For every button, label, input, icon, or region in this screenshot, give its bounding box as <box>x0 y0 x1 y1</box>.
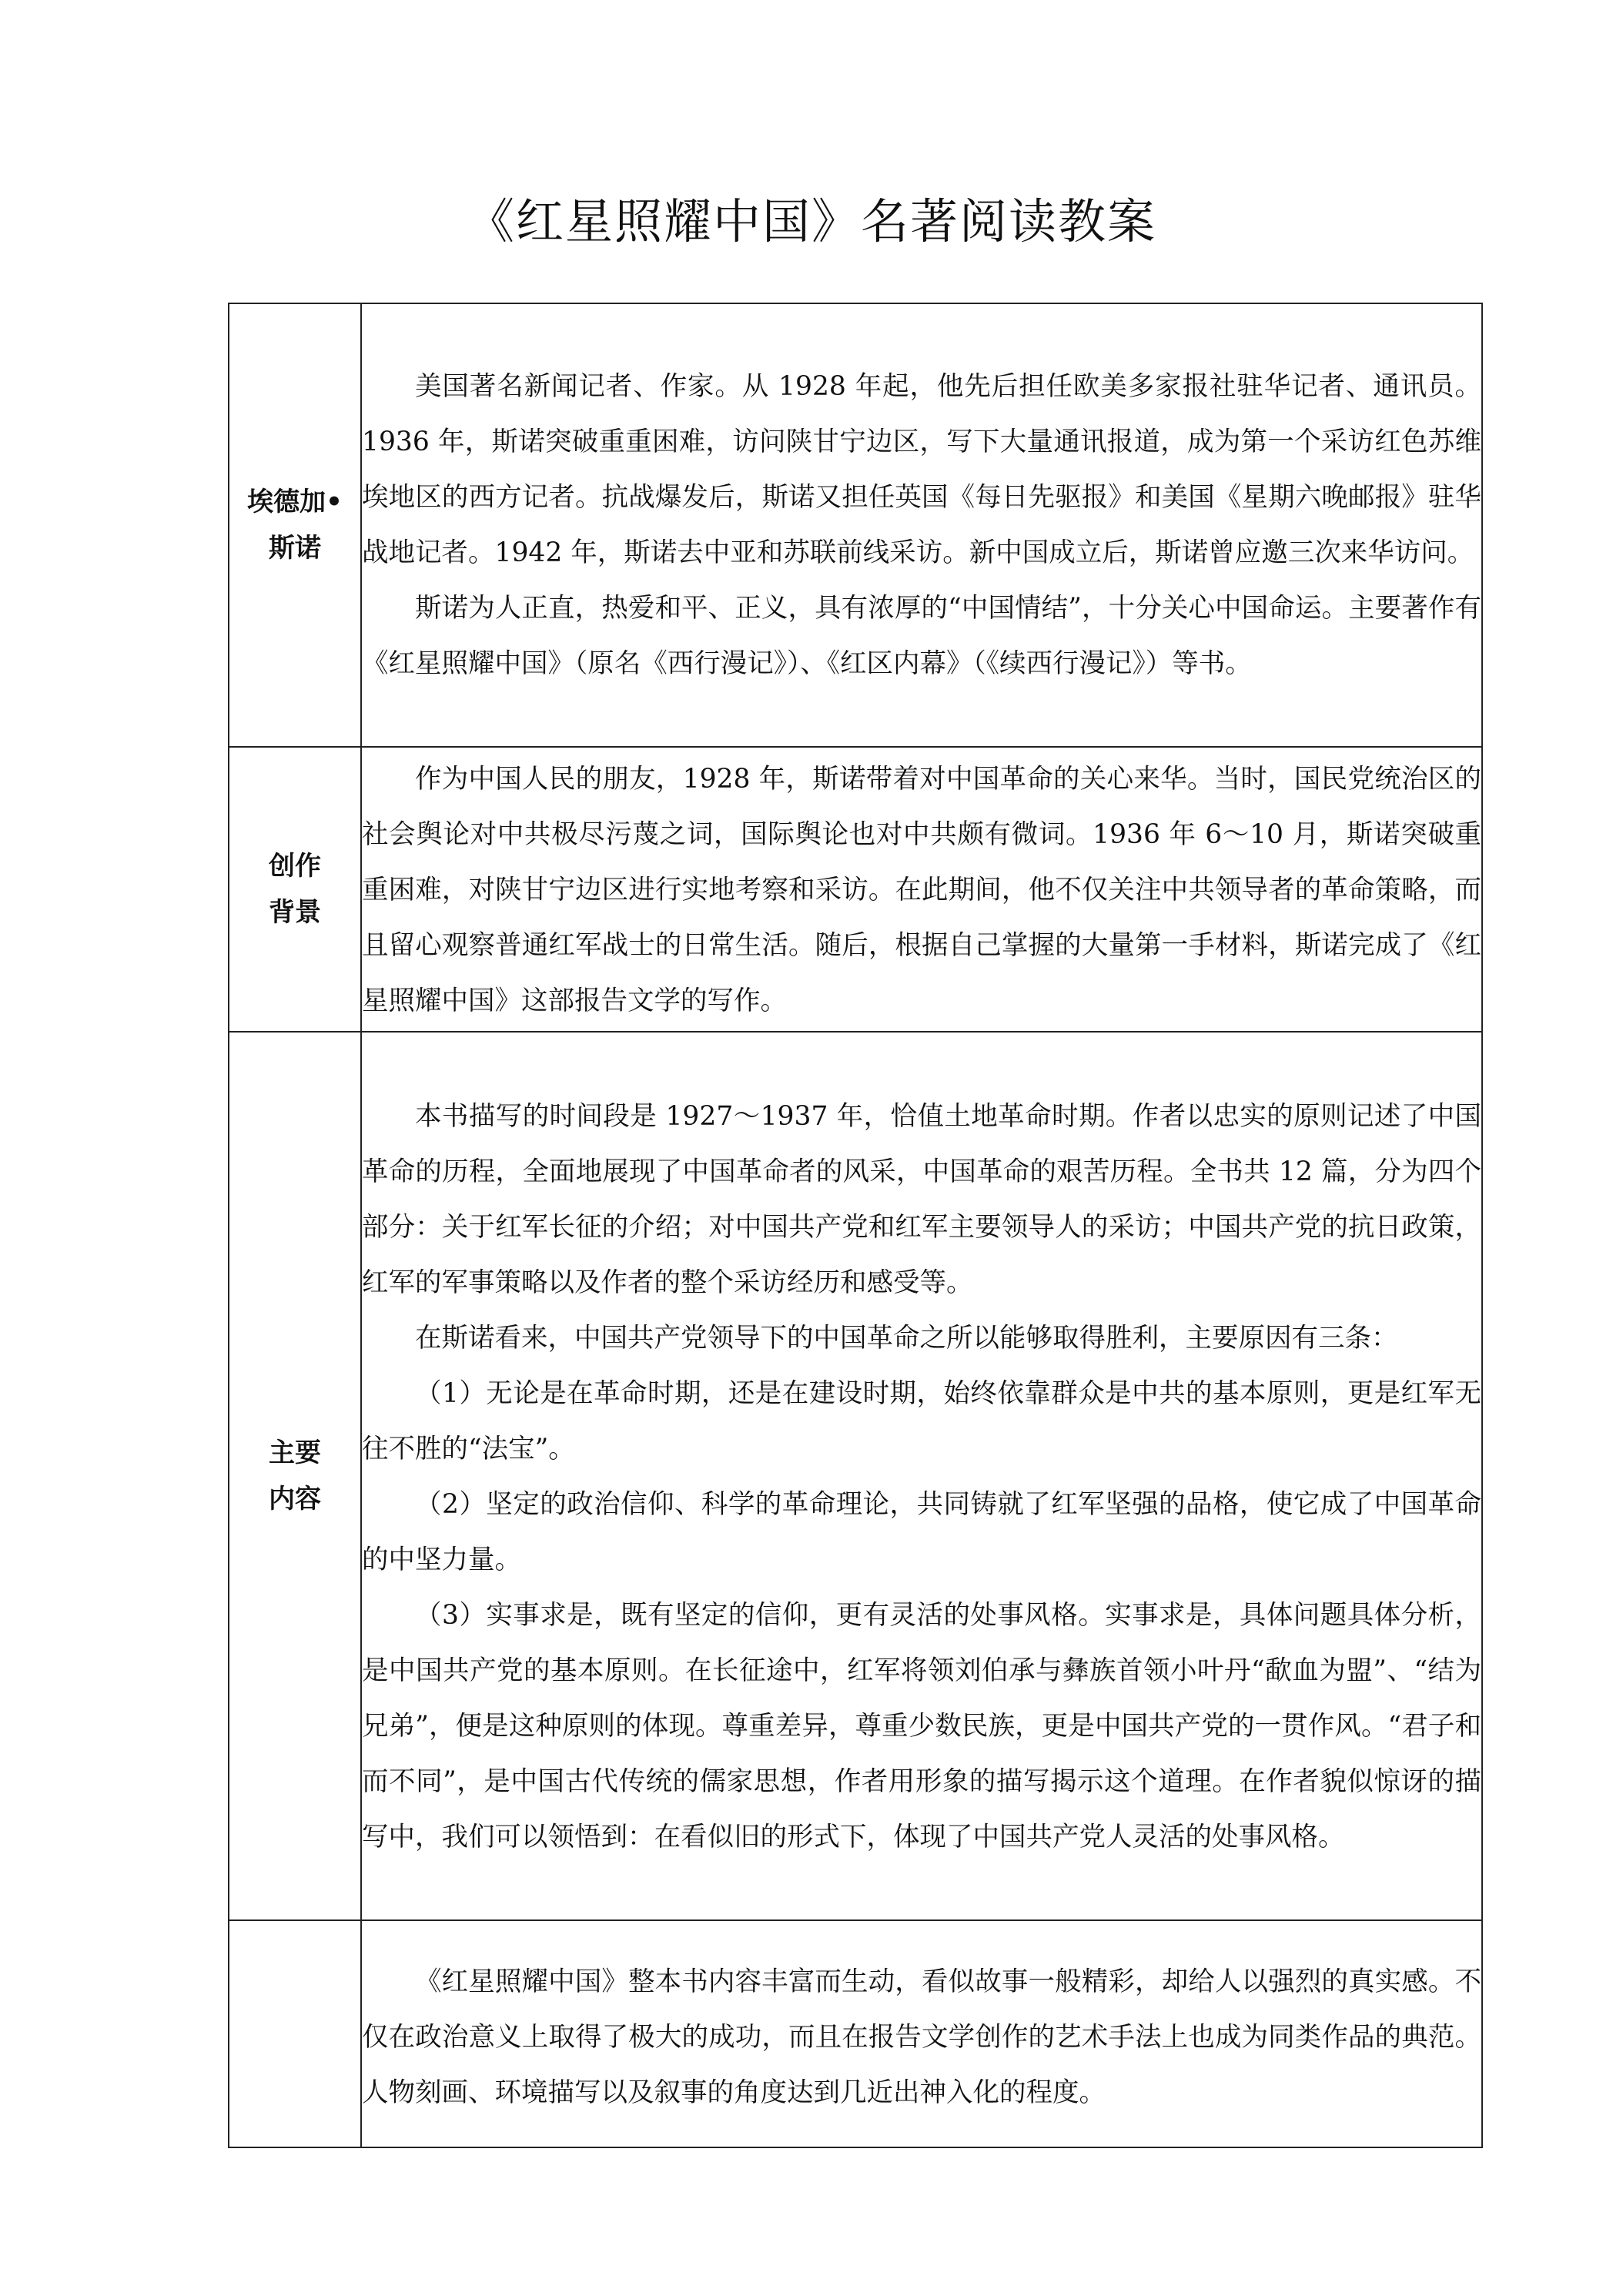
row-content-main-content <box>361 1032 1482 1920</box>
table-row-main-content <box>229 1032 1482 1920</box>
row-label-line: 主要 <box>269 1438 321 1468</box>
row-label-author <box>229 303 361 747</box>
row-label-line: 背景 <box>269 897 321 928</box>
paragraph: 《红星照耀中国》整本书内容丰富而生动，看似故事一般精彩，却给人以强烈的真实感。不仅在政治意义上取得了极大的成功，而且在报告文学创作的艺术手法上也成为同类作品的典范。人物刻画、环境描写以及叙事的角度达到几近出神入化的程度。 <box>362 1966 1481 2108</box>
row-content-background <box>361 747 1482 1032</box>
row-label-line: 斯诺 <box>269 533 321 564</box>
lesson-plan-table <box>228 303 1483 2148</box>
paragraph: 本书描写的时间段是 1927～1937 年，恰值土地革命时期。作者以忠实的原则记述了中国革命的历程，全面地展现了中国革命者的风采，中国革命的艰苦历程。全书共 12 篇，分为四个部分：关于红军长征的介绍；对中国共产党和红军主要领导人的采访；中国共产党的抗日政策，红军的军事策略以及作者的整个采访经历和感受等。 <box>362 1101 1482 1298</box>
paragraph: 作为中国人民的朋友，1928 年，斯诺带着对中国革命的关心来华。当时，国民党统治区的社会舆论对中共极尽污蔑之词，国际舆论也对中共颇有微词。1936 年 6～10 月，斯诺突破重重困难，对陕甘宁边区进行实地考察和采访。在此期间，他不仅关注中共领导者的革命策略，而且留心观察普通红军战士的日常生活。随后，根据自己掌握的大量第一手材料，斯诺完成了《红星照耀中国》这部报告文学的写作。 <box>362 764 1481 1016</box>
row-content-author <box>361 303 1482 747</box>
table-row-background <box>229 747 1482 1032</box>
row-label-main-content <box>229 1032 361 1920</box>
paragraph: （2）坚定的政治信仰、科学的革命理论，共同铸就了红军坚强的品格，使它成了中国革命的中坚力量。 <box>362 1489 1481 1575</box>
table-row-evaluation <box>229 1920 1482 2147</box>
row-content-evaluation <box>361 1920 1482 2147</box>
row-label-background <box>229 747 361 1032</box>
page-title: 《红星照耀中国》名著阅读教案 <box>466 193 1156 249</box>
paragraph: （3）实事求是，既有坚定的信仰，更有灵活的处事风格。实事求是，具体问题具体分析，是中国共产党的基本原则。在长征途中，红军将领刘伯承与彝族首领小叶丹“歃血为盟”、“结为兄弟”，便是这种原则的体现。尊重差异，尊重少数民族，更是中国共产党的一贯作风。“君子和而不同”，是中国古代传统的儒家思想，作者用形象的描写揭示这个道理。在作者貌似惊讶的描写中，我们可以领悟到：在看似旧的形式下，体现了中国共产党人灵活的处事风格。 <box>362 1600 1481 1853</box>
row-label-evaluation <box>229 1920 361 2147</box>
row-label-line: 创作 <box>269 851 321 882</box>
paragraph: （1）无论是在革命时期，还是在建设时期，始终依靠群众是中共的基本原则，更是红军无往不胜的“法宝”。 <box>362 1378 1481 1464</box>
paragraph: 在斯诺看来，中国共产党领导下的中国革命之所以能够取得胜利，主要原因有三条： <box>415 1323 1398 1354</box>
paragraph: 美国著名新闻记者、作家。从 1928 年起，他先后担任欧美多家报社驻华记者、通讯员。1936 年，斯诺突破重重困难，访问陕甘宁边区，写下大量通讯报道，成为第一个采访红色苏维埃地区的西方记者。抗战爆发后，斯诺又担任英国《每日先驱报》和美国《星期六晚邮报》驻华战地记者。1942 年，斯诺去中亚和苏联前线采访。新中国成立后，斯诺曾应邀三次来华访问。 <box>362 371 1481 568</box>
row-label-line: 埃德加• <box>247 487 343 517</box>
paragraph: 斯诺为人正直，热爱和平、正义，具有浓厚的“中国情结”，十分关心中国命运。主要著作有《红星照耀中国》（原名《西行漫记》）、《红区内幕》（《续西行漫记》）等书。 <box>362 593 1481 679</box>
table-row-author <box>229 303 1482 747</box>
row-label-line: 内容 <box>269 1484 321 1514</box>
